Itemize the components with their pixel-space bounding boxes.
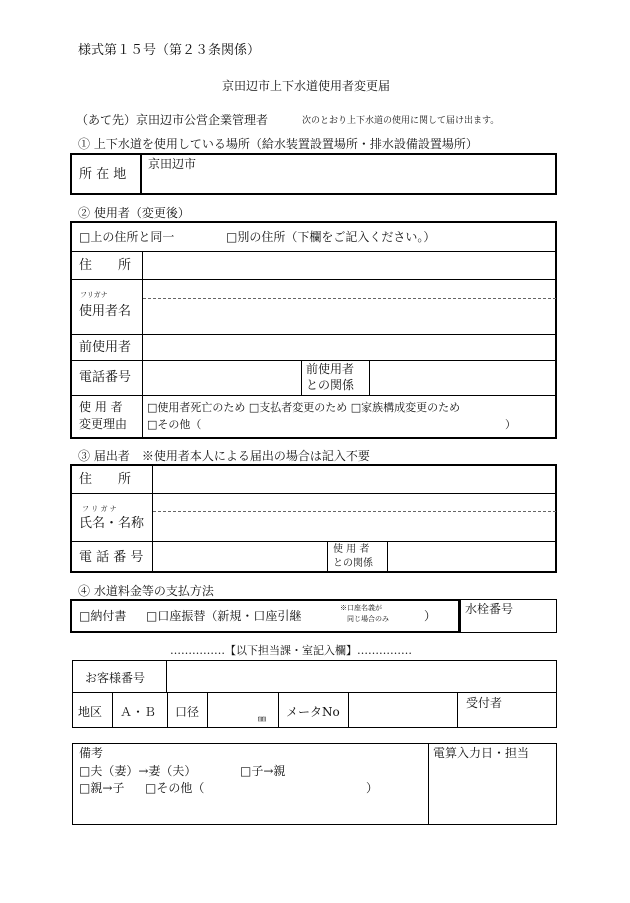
relation-label-1: 前使用者 bbox=[306, 362, 355, 376]
office-use-heading: ……………【以下担当課・室記入欄】…………… bbox=[170, 644, 412, 657]
addressee: （あて先）京田辺市公営企業管理者 bbox=[76, 113, 269, 127]
location-label: 所 在 地 bbox=[79, 167, 127, 182]
user-phone-label: 電話番号 bbox=[79, 370, 132, 385]
section2-heading: ② 使用者（変更後） bbox=[78, 206, 190, 220]
previous-user-label: 前使用者 bbox=[79, 340, 132, 355]
other-address-checkbox[interactable]: □別の住所（下欄をご記入ください。） bbox=[226, 230, 436, 244]
entry-date-label: 電算入力日・担当 bbox=[433, 746, 530, 760]
remarks-label: 備考 bbox=[79, 746, 104, 760]
notifier-relation-label-2: との関係 bbox=[333, 558, 373, 569]
customer-number-label: お客様番号 bbox=[85, 671, 146, 685]
bore-unit: ㎜ bbox=[258, 714, 266, 723]
remark-spouse-checkbox[interactable]: □夫（妻）→妻（夫） bbox=[79, 764, 197, 778]
reason-other-checkbox[interactable]: □その他（ bbox=[147, 418, 202, 431]
notifier-address-label: 住 所 bbox=[79, 472, 132, 487]
notifier-name-label: 氏名・名称 bbox=[79, 516, 145, 531]
notifier-furigana-label: フ リ ガ ナ bbox=[82, 505, 117, 513]
user-name-label: 使用者名 bbox=[79, 304, 132, 319]
account-note-2: 同じ場合のみ bbox=[347, 615, 389, 623]
reason-label-1: 使 用 者 bbox=[79, 400, 123, 414]
same-address-checkbox[interactable]: □上の住所と同一 bbox=[79, 230, 175, 244]
notifier-relation-label-1: 使 用 者 bbox=[333, 544, 370, 555]
bank-transfer-checkbox[interactable]: □口座振替（新規・口座引継 bbox=[146, 609, 302, 623]
remark-other-close: ） bbox=[366, 781, 379, 795]
form-number: 様式第１５号（第２３条関係） bbox=[78, 43, 261, 58]
user-address-label: 住 所 bbox=[79, 258, 132, 273]
payment-close: ） bbox=[424, 609, 437, 623]
notifier-phone-label: 電 話 番 号 bbox=[79, 550, 144, 565]
reason-label-2: 変更理由 bbox=[79, 417, 128, 431]
remark-parent-child-checkbox[interactable]: □親→子 bbox=[79, 781, 125, 795]
relation-label-2: との関係 bbox=[306, 378, 355, 392]
location-box bbox=[70, 153, 557, 195]
reason-other-close: ） bbox=[505, 418, 516, 431]
user-furigana-label: フリガナ bbox=[80, 291, 108, 299]
section4-heading: ④ 水道料金等の支払方法 bbox=[78, 584, 214, 598]
remark-child-parent-checkbox[interactable]: □子→親 bbox=[240, 764, 286, 778]
reason-options[interactable]: □使用者死亡のため □支払者変更のため □家族構成変更のため bbox=[147, 401, 461, 414]
tap-number-label: 水栓番号 bbox=[465, 602, 514, 616]
bore-label: 口径 bbox=[175, 705, 200, 719]
payment-slip-checkbox[interactable]: □納付書 bbox=[79, 609, 127, 623]
section3-heading: ③ 届出者 ※使用者本人による届出の場合は記入不要 bbox=[78, 449, 370, 463]
receiver-label: 受付者 bbox=[466, 696, 503, 710]
intro-text: 次のとおり上下水道の使用に関して届け出ます。 bbox=[302, 116, 500, 126]
district-label: 地区 bbox=[78, 705, 103, 719]
district-value: Ａ・Ｂ bbox=[120, 705, 157, 719]
location-value[interactable]: 京田辺市 bbox=[148, 157, 197, 171]
account-note-1: ※口座名義が bbox=[340, 604, 382, 612]
meter-label: メータNo bbox=[286, 705, 340, 719]
section1-heading: ① 上下水道を使用している場所（給水装置設置場所・排水設備設置場所） bbox=[78, 137, 478, 151]
remark-other-checkbox[interactable]: □その他（ bbox=[145, 781, 205, 795]
page-title: 京田辺市上下水道使用者変更届 bbox=[222, 79, 391, 93]
